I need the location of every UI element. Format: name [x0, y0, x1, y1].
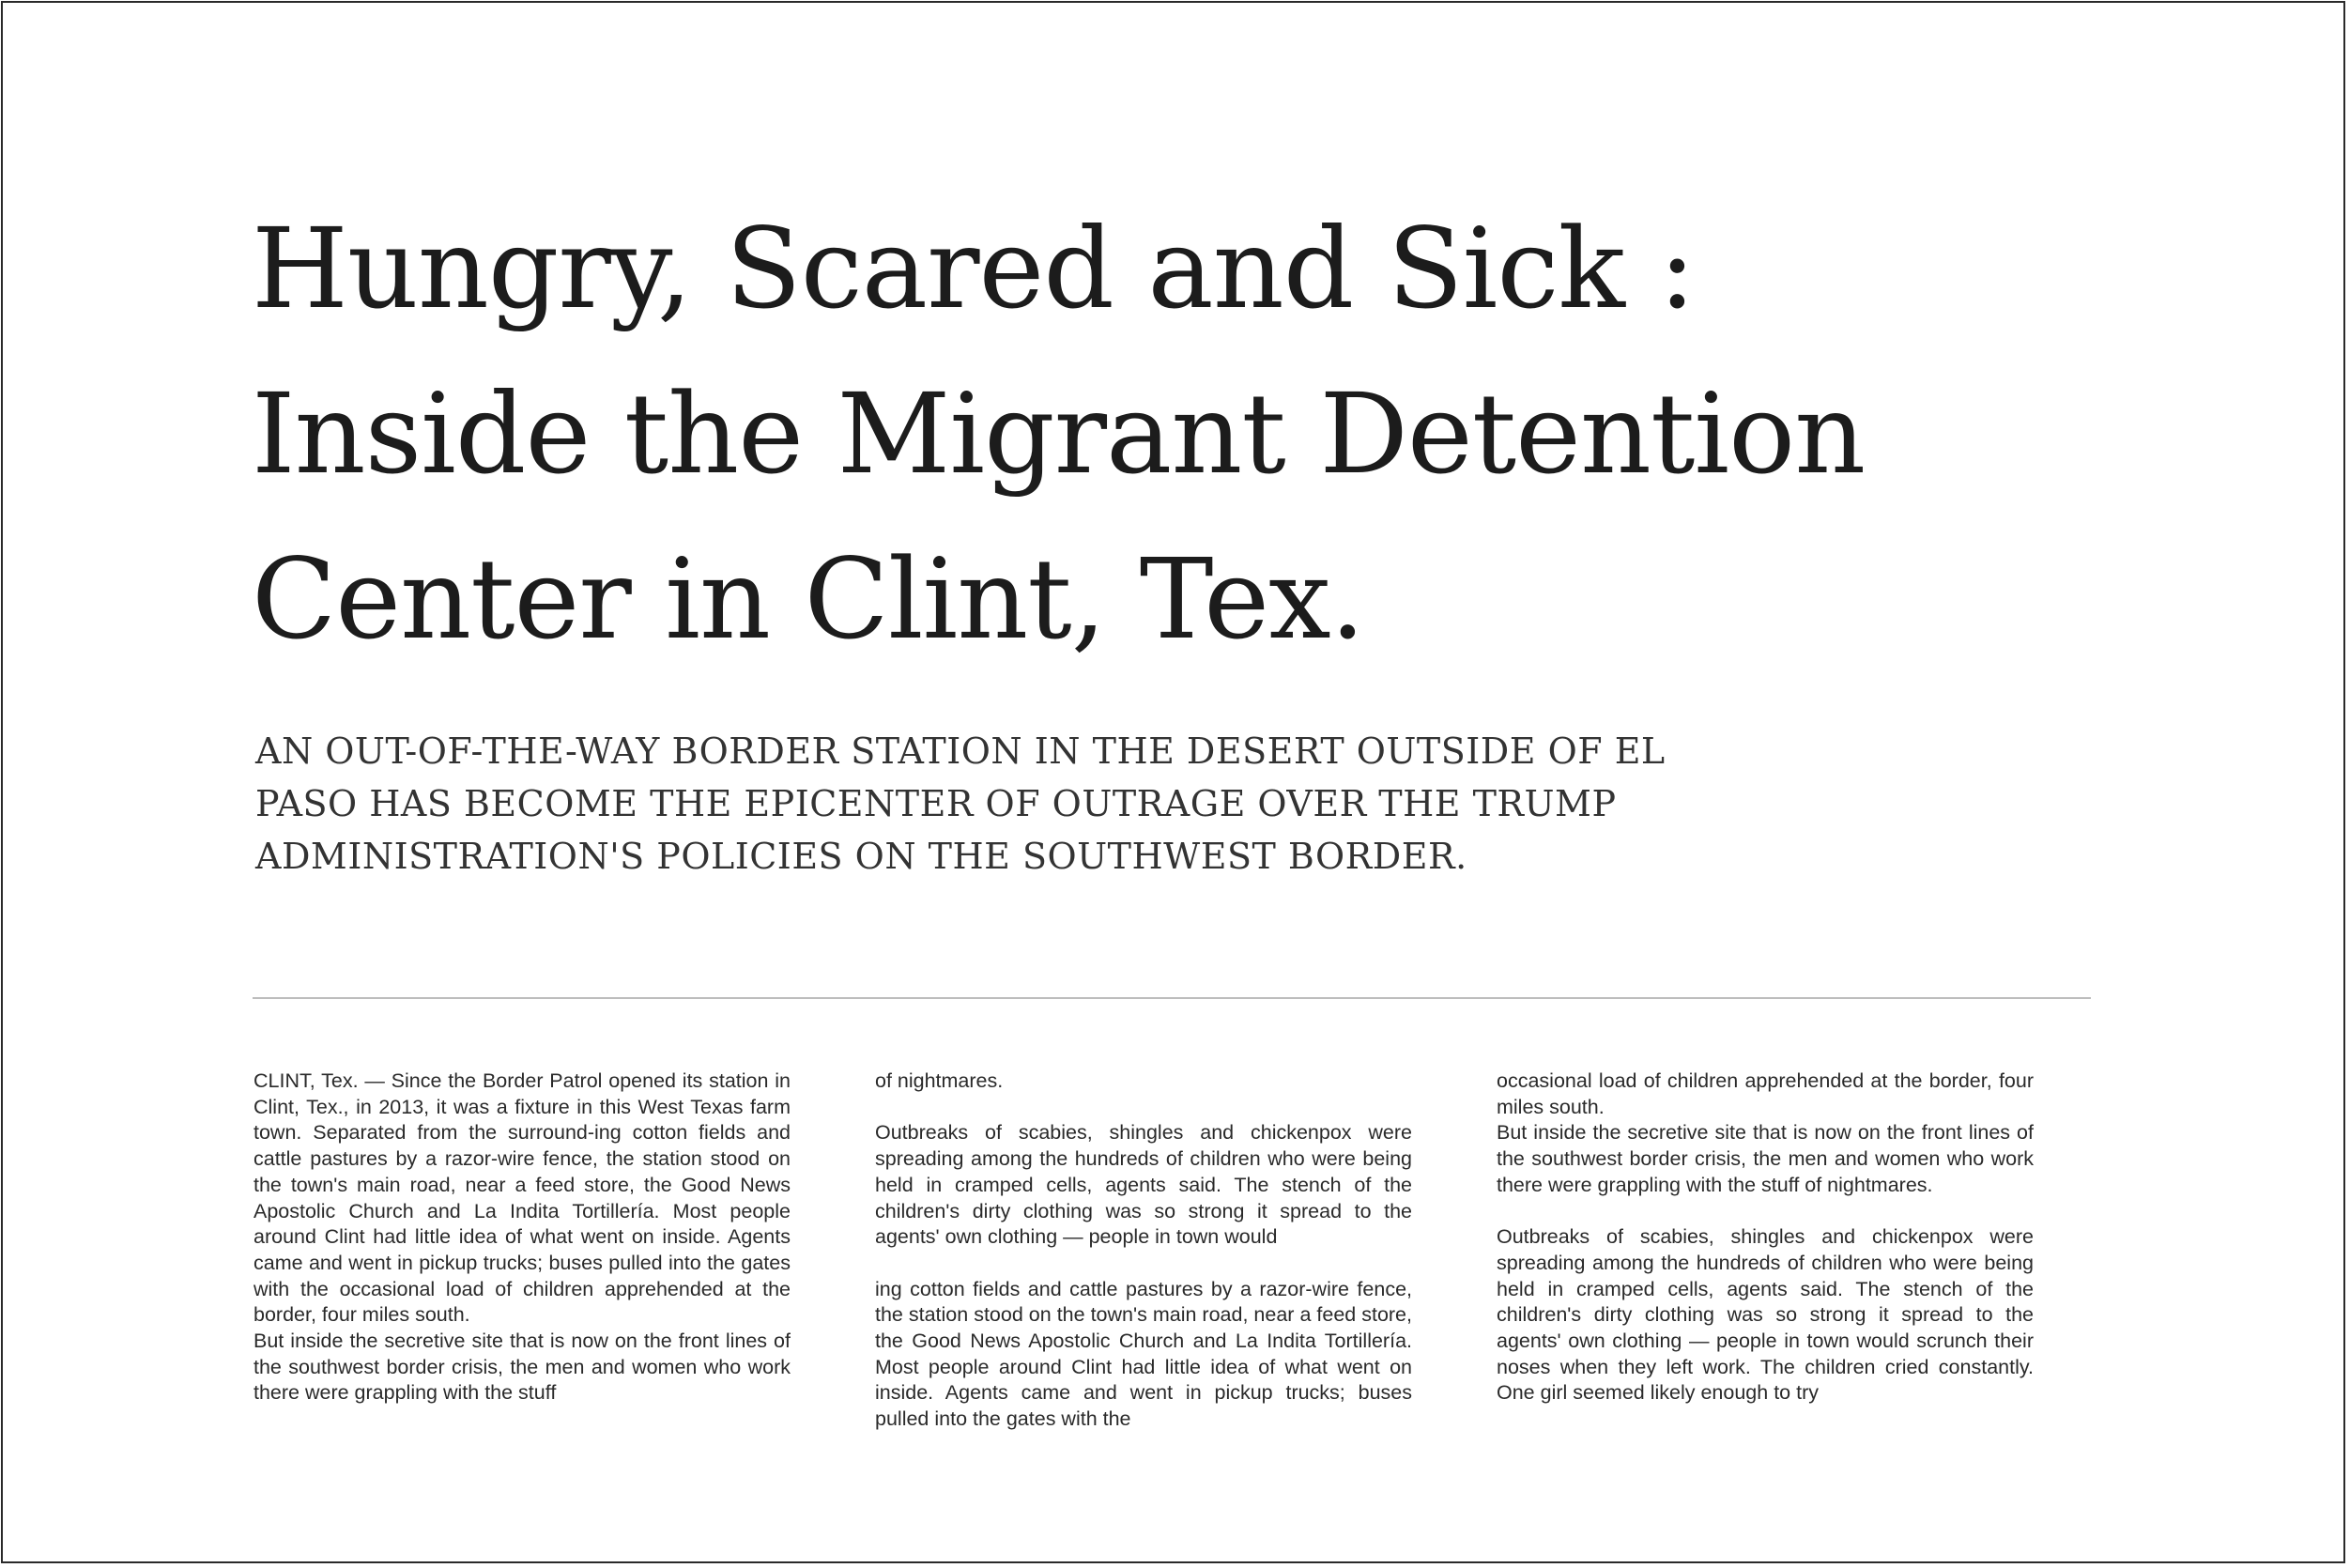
body-column-3: [1497, 1068, 2034, 1407]
subhead-line-2: PASO HAS BECOME THE EPICENTER OF OUTRAGE OVER THE TRUMP: [255, 783, 1617, 824]
article-subhead: [255, 725, 1889, 883]
body-paragraph: But inside the secretive site that is now on the front lines of the southwest border crisis, the men and women who work there were grappling with the stuff of nightmares.: [1497, 1121, 2034, 1196]
section-divider: [253, 997, 2091, 999]
body-column-2: [875, 1068, 1412, 1433]
body-column-1: [253, 1068, 791, 1407]
body-paragraph: Outbreaks of scabies, shingles and chickenpox were spreading among the hundreds of children who were being held in cramped cells, agents said. The stench of the children's dirty clothing was so strong it spread to the agents' own clothing — people in town would: [875, 1121, 1412, 1249]
body-paragraph: ing cotton fields and cattle pastures by a razor-wire fence, the station stood on the town's main road, near a feed store, the Good News Apostolic Church and La Indita Tortillería. Most people around Clint had little idea of what went on inside. Agents came and went in pickup trucks; buses pulled into the gates with the: [875, 1277, 1412, 1431]
article-headline: [252, 186, 1904, 682]
body-paragraph: occasional load of children apprehended at the border, four miles south.: [1497, 1069, 2034, 1118]
subhead-line-1: AN OUT-OF-THE-WAY BORDER STATION IN THE DESERT OUTSIDE OF EL: [255, 730, 1666, 772]
body-paragraph: CLINT, Tex. — Since the Border Patrol opened its station in Clint, Tex., in 2013, it was a fixture in this West Texas farm town. Separated from the surround-ing cotton fields and cattle pastures by a razor-wire fence, the station stood on the town's main road, near a feed store, the Good News Apostolic Church and La Indita Tortillería. Most people around Clint had little idea of what went on inside. Agents came and went in pickup trucks; buses pulled into the gates with the occasional load of children apprehended at the border, four miles south.: [253, 1069, 791, 1327]
headline-line-2: Inside the Migrant Detention: [252, 369, 1866, 499]
headline-line-1: Hungry, Scared and Sick :: [252, 204, 1696, 333]
body-paragraph: of nightmares.: [875, 1069, 1004, 1092]
body-paragraph: But inside the secretive site that is now on the front lines of the southwest border crisis, the men and women who work there were grappling with the stuff: [253, 1330, 791, 1405]
body-paragraph: Outbreaks of scabies, shingles and chickenpox were spreading among the hundreds of children who were being held in cramped cells, agents said. The stench of the children's dirty clothing was so strong it spread to the agents' own clothing — people in town would scrunch their noses when they left work. The children cried constantly. One girl seemed likely enough to try: [1497, 1225, 2034, 1405]
headline-line-3: Center in Clint, Tex.: [252, 534, 1365, 664]
subhead-line-3: ADMINISTRATION'S POLICIES ON THE SOUTHWEST BORDER.: [255, 836, 1467, 877]
